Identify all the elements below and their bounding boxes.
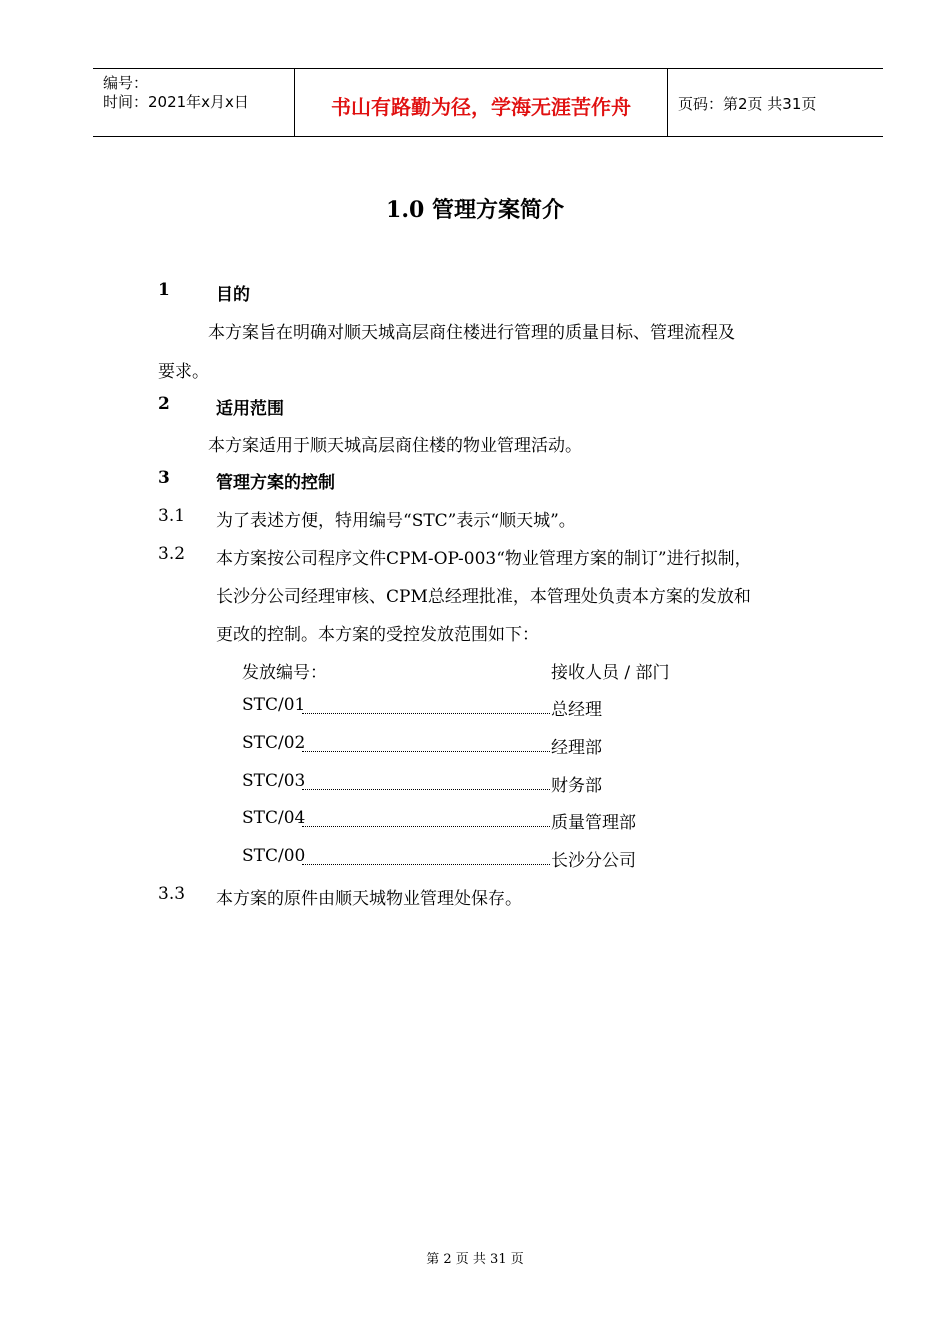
document-header: [93, 68, 883, 137]
section-3-number: 3: [158, 468, 170, 488]
distribution-row: [242, 771, 702, 795]
header-page-cell: [668, 69, 883, 136]
section-3-1-number: 3.1: [158, 506, 186, 526]
section-3-3-number: 3.3: [158, 884, 186, 904]
distribution-dept: 财务部: [551, 776, 602, 796]
distribution-row: [242, 695, 702, 719]
section-1-heading: 目的: [216, 285, 250, 305]
dotted-leader: [302, 713, 550, 714]
distribution-dept: 经理部: [551, 738, 602, 758]
dotted-leader: [302, 864, 550, 865]
distribution-code-header: 发放编号：: [242, 663, 327, 683]
distribution-dept: 长沙分公司: [551, 851, 636, 871]
dotted-leader: [302, 826, 550, 827]
page-code: 页码：第2页 共31页: [678, 95, 817, 113]
distribution-receiver-header: 接收人员 / 部门: [551, 663, 670, 683]
section-2-heading: 适用范围: [216, 399, 284, 419]
section-3-3-text: 本方案的原件由顺天城物业管理处保存。: [216, 889, 522, 909]
page-title: 1.0 管理方案简介: [386, 197, 564, 223]
section-2-text: 本方案适用于顺天城高层商住楼的物业管理活动。: [208, 436, 582, 456]
motto: 书山有路勤为径，学海无涯苦作舟: [331, 95, 631, 119]
section-2-number: 2: [158, 394, 170, 414]
distribution-row: [242, 808, 702, 832]
section-3-1-text: 为了表述方便，特用编号“STC”表示“顺天城”。: [216, 511, 576, 531]
distribution-code: STC/00: [242, 846, 306, 866]
section-3-2-number: 3.2: [158, 544, 186, 564]
time-label: 时间：2021年x月x日: [103, 93, 249, 111]
distribution-row: [242, 846, 702, 870]
section-1-text-line1: 本方案旨在明确对顺天城高层商住楼进行管理的质量目标、管理流程及: [208, 323, 735, 343]
dotted-leader: [302, 751, 550, 752]
page-footer: 第 2 页 共 31 页: [426, 1252, 524, 1267]
distribution-code: STC/04: [242, 808, 306, 828]
section-3-2-line1: 本方案按公司程序文件CPM-OP-003“物业管理方案的制订”进行拟制，: [216, 549, 752, 569]
number-label: 编号：: [103, 74, 149, 92]
distribution-code: STC/03: [242, 771, 306, 791]
dotted-leader: [302, 789, 550, 790]
section-1-number: 1: [158, 280, 170, 300]
distribution-row: [242, 733, 702, 757]
header-motto-cell: [295, 69, 668, 136]
section-3-2-line2: 长沙分公司经理审核、CPM总经理批准，本管理处负责本方案的发放和: [216, 587, 751, 607]
section-3-heading: 管理方案的控制: [216, 473, 335, 493]
distribution-dept: 总经理: [551, 700, 602, 720]
section-3-2-line3: 更改的控制。本方案的受控发放范围如下：: [216, 625, 539, 645]
distribution-dept: 质量管理部: [551, 813, 636, 833]
section-1-text-line2: 要求。: [158, 362, 209, 382]
distribution-code: STC/02: [242, 733, 306, 753]
header-info-cell: [93, 69, 295, 136]
distribution-code: STC/01: [242, 695, 306, 715]
